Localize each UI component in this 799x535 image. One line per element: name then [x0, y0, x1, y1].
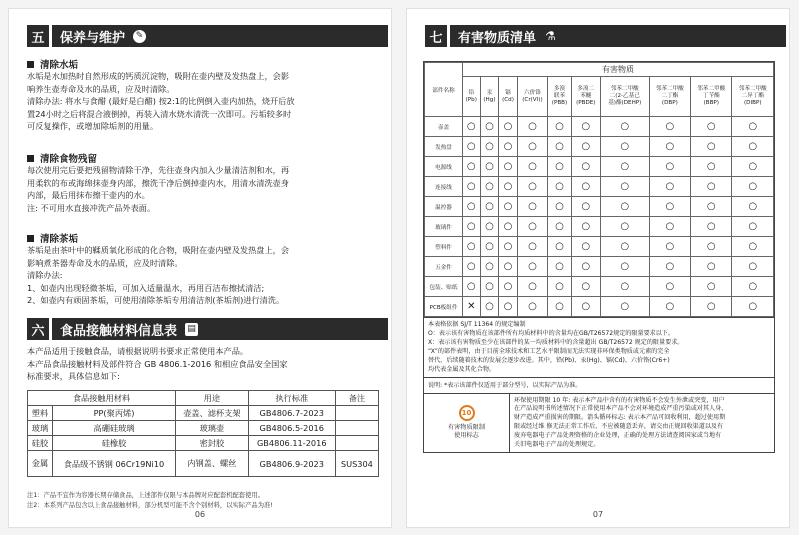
part-name: 包装、贴纸	[425, 277, 463, 297]
substance-mark: ○	[499, 237, 517, 257]
substance-mark: ○	[732, 177, 774, 197]
table-cell	[335, 406, 378, 421]
wrench-icon: ✎	[133, 30, 146, 43]
substance-header: 多溴二 苯醚 (PBDE)	[571, 77, 600, 117]
substance-header: 多溴 联苯 (PBB)	[548, 77, 571, 117]
text-line: 标准要求，具体信息如下:	[27, 371, 120, 381]
text-line: 置24小时之后将混合液倒掉，再装入清水烧水清洗一次即可。污垢较多时	[27, 108, 292, 119]
substance-mark: ○	[480, 237, 499, 257]
substance-mark: ○	[548, 157, 571, 177]
substance-mark: ○	[499, 297, 517, 317]
substance-mark: ○	[571, 297, 600, 317]
text-line: 在产品说明书所述情况下正常使用本产品不会对环境造成严重污染或对其人身、	[514, 405, 728, 413]
part-name: 温控器	[425, 197, 463, 217]
substance-mark: ○	[548, 217, 571, 237]
part-name: 玻璃件	[425, 217, 463, 237]
page-06	[8, 8, 392, 528]
substance-mark: ○	[463, 197, 481, 217]
substance-mark: ○	[691, 177, 732, 197]
substance-mark: ○	[480, 137, 499, 157]
part-name: 塑料件	[425, 237, 463, 257]
substance-mark: ○	[732, 157, 774, 177]
substance-mark: ○	[691, 217, 732, 237]
substance-mark: ○	[732, 257, 774, 277]
substance-mark: ○	[649, 157, 690, 177]
table-row	[28, 451, 379, 477]
epup-section	[424, 393, 774, 453]
text-line: 每次使用完后要把残留物清除干净，先往壶身内加入少量清洁剂和水，再	[27, 165, 290, 175]
substance-mark: ○	[600, 237, 649, 257]
substance-mark: ○	[480, 177, 499, 197]
substance-header: 铅 (Pb)	[463, 77, 481, 117]
substance-mark: ○	[548, 277, 571, 297]
substance-mark: ○	[463, 277, 481, 297]
substance-mark: ○	[499, 157, 517, 177]
text-line: 本表格依据 SJ/T 11364 的规定编制	[428, 321, 526, 328]
col-header: 食品接触用材料	[28, 391, 176, 406]
substance-mark: ○	[463, 237, 481, 257]
substance-mark: ○	[691, 257, 732, 277]
table-cell: GB4806.11-2016	[248, 436, 335, 451]
substance-mark: ○	[480, 157, 499, 177]
descale-text	[27, 70, 379, 133]
substance-header: 邻苯二甲酸 二(2-乙基己 基)酯(DEHP)	[600, 77, 649, 117]
substance-mark: ○	[732, 117, 774, 137]
substance-mark: ✕	[463, 297, 481, 317]
section-number: 七	[425, 25, 447, 47]
substance-mark: ○	[649, 197, 690, 217]
table-cell	[335, 421, 378, 436]
text-line: 注1：产品不宜作为容器长期存储食品，上述部件仅限与本品牌对应配套机配套使用。	[27, 492, 264, 499]
substance-mark: ○	[480, 277, 499, 297]
text-line: 2、如壶内有顽固茶垢，可使用清除茶垢专用清洁剂(茶垢剂)进行清洗。	[27, 295, 285, 305]
substance-mark: ○	[548, 237, 571, 257]
section-number: 五	[27, 25, 49, 47]
table-cell: 玻璃壶	[176, 421, 249, 436]
substance-mark: ○	[517, 157, 548, 177]
text-line: 废弃电器电子产品处理资格的企业处理，正确的处理方法请查阅国家或当地有	[514, 431, 722, 439]
part-name: 发热盘	[425, 137, 463, 157]
table-cell: GB4806.7-2023	[248, 406, 335, 421]
substance-header: 汞 (Hg)	[480, 77, 499, 117]
text-line: 均代表金属及其化合物。	[428, 366, 496, 374]
epup-10-icon: 10	[459, 405, 475, 421]
table-row	[425, 157, 774, 177]
fcm-intro	[27, 345, 379, 383]
substance-mark: ○	[691, 277, 732, 297]
substance-mark: ○	[548, 177, 571, 197]
part-name: 电源线	[425, 157, 463, 177]
substance-mark: ○	[600, 257, 649, 277]
substance-mark: ○	[548, 117, 571, 137]
text-line: 本产品食品接触材料及部件符合 GB 4806.1-2016 和相应食品安全国家	[27, 358, 288, 369]
text-line: 替代，后续随着技术的发展会逐步改进。其中，铅(Pb)、汞(Hg)、镉(Cd)、六价铬(Cr6+)	[428, 357, 670, 365]
epup-label-line: 使用标志	[454, 432, 479, 440]
table-row	[425, 117, 774, 137]
part-header: 部件名称	[425, 63, 463, 117]
substance-mark: ○	[463, 157, 481, 177]
substance-mark: ○	[649, 277, 690, 297]
text-line: X：表示该有害物质至少在该部件的某一均质材料中的含量超出 GB/T26572 规定的限量要求。	[428, 339, 684, 347]
document-icon: ▤	[185, 323, 198, 336]
page-number: 06	[194, 510, 206, 519]
substance-header: 邻苯二甲酸 二异丁酯 (DIBP)	[732, 77, 774, 117]
section-7-header	[425, 25, 786, 47]
table-cell: 食品级不锈钢 06Cr19Ni10	[52, 451, 175, 477]
table-cell: PP(聚丙烯)	[52, 406, 175, 421]
table-row	[425, 177, 774, 197]
hazard-table	[424, 62, 774, 317]
substance-mark: ○	[649, 177, 690, 197]
substance-mark: ○	[571, 257, 600, 277]
fcm-notes	[27, 491, 383, 510]
substance-mark: ○	[571, 237, 600, 257]
table-cell: 硅橡胶	[52, 436, 175, 451]
section-5-header	[27, 25, 388, 47]
substance-mark: ○	[600, 117, 649, 137]
text-line: O：表示该有害物质在该部件所有均质材料中的含量均在GB/T26572规定的限量要求以下。	[428, 330, 675, 338]
substance-mark: ○	[600, 137, 649, 157]
tea-text	[27, 244, 379, 307]
substance-mark: ○	[691, 237, 732, 257]
substance-mark: ○	[691, 157, 732, 177]
substance-header: 邻苯二甲酸 丁苄酯 (BBP)	[691, 77, 732, 117]
substance-mark: ○	[463, 117, 481, 137]
section-title: 有害物质清单	[458, 30, 537, 46]
substance-mark: ○	[649, 137, 690, 157]
substance-mark: ○	[649, 297, 690, 317]
substance-mark: ○	[600, 277, 649, 297]
substance-mark: ○	[517, 137, 548, 157]
page-07	[406, 8, 790, 528]
substance-mark: ○	[517, 257, 548, 277]
text-line: “X”的部件表明，由于目前全球技术和工艺水平限制而无法实现非环保类物质或元素的完全	[428, 348, 670, 356]
substance-mark: ○	[499, 177, 517, 197]
col-header: 执行标准	[248, 391, 335, 406]
substance-mark: ○	[649, 257, 690, 277]
substance-mark: ○	[600, 217, 649, 237]
substance-mark: ○	[517, 177, 548, 197]
text-line: 注: 不可用水直接冲洗产品外表面。	[27, 202, 156, 213]
section-title: 食品接触材料信息表	[60, 323, 178, 339]
table-cell: 内钢盖、螺丝	[176, 451, 249, 477]
tea-heading: 清除茶垢	[27, 231, 78, 245]
text-line: 响养生壶寿命及水的品质，应及时清除。	[27, 83, 175, 94]
substance-mark: ○	[548, 197, 571, 217]
table-cell: 塑料	[28, 406, 53, 421]
substance-mark: ○	[732, 277, 774, 297]
substance-mark: ○	[600, 157, 649, 177]
section-number: 六	[27, 318, 49, 340]
substance-header: 镉 (Cd)	[499, 77, 517, 117]
substance-mark: ○	[480, 197, 499, 217]
substance-mark: ○	[571, 157, 600, 177]
group-header: 有害物质	[463, 63, 774, 77]
table-row	[425, 237, 774, 257]
part-name: 壶盖	[425, 117, 463, 137]
substance-mark: ○	[499, 257, 517, 277]
substance-mark: ○	[548, 257, 571, 277]
text-line: 内部，最后用抹布擦干壶内的水。	[27, 190, 150, 200]
substance-mark: ○	[571, 277, 600, 297]
substance-mark: ○	[649, 217, 690, 237]
substance-mark: ○	[463, 177, 481, 197]
substance-header: 邻苯二甲酸 二丁酯 (DBP)	[649, 77, 690, 117]
flask-icon: ⚗	[545, 29, 556, 43]
residue-text	[27, 164, 379, 214]
substance-mark: ○	[691, 117, 732, 137]
table-cell: 密封胶	[176, 436, 249, 451]
page-number: 07	[592, 510, 604, 519]
table-row	[425, 297, 774, 317]
food-contact-table	[27, 390, 379, 477]
text-line: 茶垢是由茶叶中的鞣质氧化形成的化合物，吸附在壶内壁及发热盘上，会	[27, 245, 290, 255]
substance-mark: ○	[548, 137, 571, 157]
substance-mark: ○	[571, 117, 600, 137]
substance-mark: ○	[571, 137, 600, 157]
hazard-box	[423, 61, 775, 453]
table-cell: GB4806.9-2023	[248, 451, 335, 477]
substance-mark: ○	[499, 217, 517, 237]
substance-mark: ○	[649, 237, 690, 257]
epup-text	[510, 394, 774, 453]
part-name: 五金件	[425, 257, 463, 277]
substance-mark: ○	[463, 137, 481, 157]
table-cell: GB4806.5-2016	[248, 421, 335, 436]
text-line: 限或经过维 修无法正常工作后，不应被随意丢弃，请交由正规回收渠道以及有	[514, 422, 724, 430]
table-row	[425, 277, 774, 297]
table-row	[28, 406, 379, 421]
text-line: 财产造成严重损害的期限。箭头循环标志: 表示本产品可回收利用，超过使用期	[514, 414, 726, 422]
text-line: 本产品适用于接触食品，请根据说明书要求正常使用本产品。	[27, 346, 249, 356]
part-name: 连接线	[425, 177, 463, 197]
hazard-note-2: 说明: *表示该部件仅适用于部分型号，以实际产品为准。	[424, 377, 774, 393]
substance-mark: ○	[517, 297, 548, 317]
substance-mark: ○	[517, 117, 548, 137]
substance-mark: ○	[600, 177, 649, 197]
text-line: 水垢是水加热时自然形成的钙质沉淀物，吸附在壶内壁及发热盘上，会影	[27, 71, 290, 81]
part-name: PCB板组件	[425, 297, 463, 317]
substance-mark: ○	[463, 217, 481, 237]
table-cell	[335, 436, 378, 451]
substance-mark: ○	[732, 197, 774, 217]
substance-mark: ○	[691, 197, 732, 217]
col-header: 用途	[176, 391, 249, 406]
text-line: 影响煮茶器寿命及水的品质，应及时清除。	[27, 257, 183, 268]
section-title: 保养与维护	[60, 30, 126, 46]
substance-mark: ○	[463, 257, 481, 277]
substance-mark: ○	[480, 217, 499, 237]
substance-mark: ○	[480, 257, 499, 277]
table-cell: 玻璃	[28, 421, 53, 436]
substance-mark: ○	[600, 297, 649, 317]
table-row	[425, 217, 774, 237]
substance-mark: ○	[571, 177, 600, 197]
substance-mark: ○	[517, 277, 548, 297]
substance-mark: ○	[499, 277, 517, 297]
table-cell: SUS304	[335, 451, 378, 477]
substance-mark: ○	[732, 137, 774, 157]
residue-heading: 清除食物残留	[27, 151, 97, 165]
table-row	[425, 257, 774, 277]
substance-mark: ○	[517, 237, 548, 257]
substance-mark: ○	[499, 197, 517, 217]
table-cell: 壶盖、滤杯支架	[176, 406, 249, 421]
substance-mark: ○	[480, 297, 499, 317]
substance-mark: ○	[732, 297, 774, 317]
text-line: 注2：本系列产品包含以上食品接触材料，部分机型可能不含个别材料，以实际产品为准!	[27, 501, 273, 509]
substance-mark: ○	[691, 297, 732, 317]
descale-heading: 清除水垢	[27, 57, 78, 71]
substance-mark: ○	[517, 197, 548, 217]
table-cell: 金属	[28, 451, 53, 477]
text-line: 用柔软的布或海绵抹壶身内部，擦洗干净后倒掉壶内水，用清水清洗壶身	[27, 177, 290, 188]
text-line: 可反复操作，或增加除垢剂的用量。	[27, 121, 159, 131]
substance-mark: ○	[548, 297, 571, 317]
hazard-notes	[424, 317, 774, 377]
substance-mark: ○	[571, 217, 600, 237]
substance-mark: ○	[649, 117, 690, 137]
text-line: 清除办法: 将水与食醋 (最好是白醋) 按2:1的比例倒入壶内加热，烧开后放	[27, 96, 295, 106]
text-line: 清除办法:	[27, 270, 63, 280]
text-line: 环保使用期限 10 年: 表示本产品中含有的有害物质不会发生外泄或突变，用户	[514, 396, 725, 404]
text-line: 关旧电器电子产品的处理规定。	[514, 440, 600, 448]
substance-mark: ○	[732, 237, 774, 257]
substance-mark: ○	[499, 117, 517, 137]
table-row	[28, 436, 379, 451]
col-header: 备注	[335, 391, 378, 406]
substance-mark: ○	[600, 197, 649, 217]
substance-mark: ○	[517, 217, 548, 237]
section-6-header	[27, 318, 388, 340]
table-row	[425, 137, 774, 157]
table-row	[425, 197, 774, 217]
table-row	[28, 421, 379, 436]
substance-mark: ○	[480, 117, 499, 137]
substance-mark: ○	[691, 137, 732, 157]
table-cell: 高硼硅玻璃	[52, 421, 175, 436]
substance-mark: ○	[499, 137, 517, 157]
substance-header: 六价铬 (Cr(VI))	[517, 77, 548, 117]
table-cell: 硅胶	[28, 436, 53, 451]
substance-mark: ○	[732, 217, 774, 237]
substance-mark: ○	[571, 197, 600, 217]
epup-label-line: 有害物质限制	[447, 423, 486, 431]
text-line: 1、如壶内出现轻微茶垢，可加入适量温水，再用百洁布擦拭清洁;	[27, 282, 265, 293]
